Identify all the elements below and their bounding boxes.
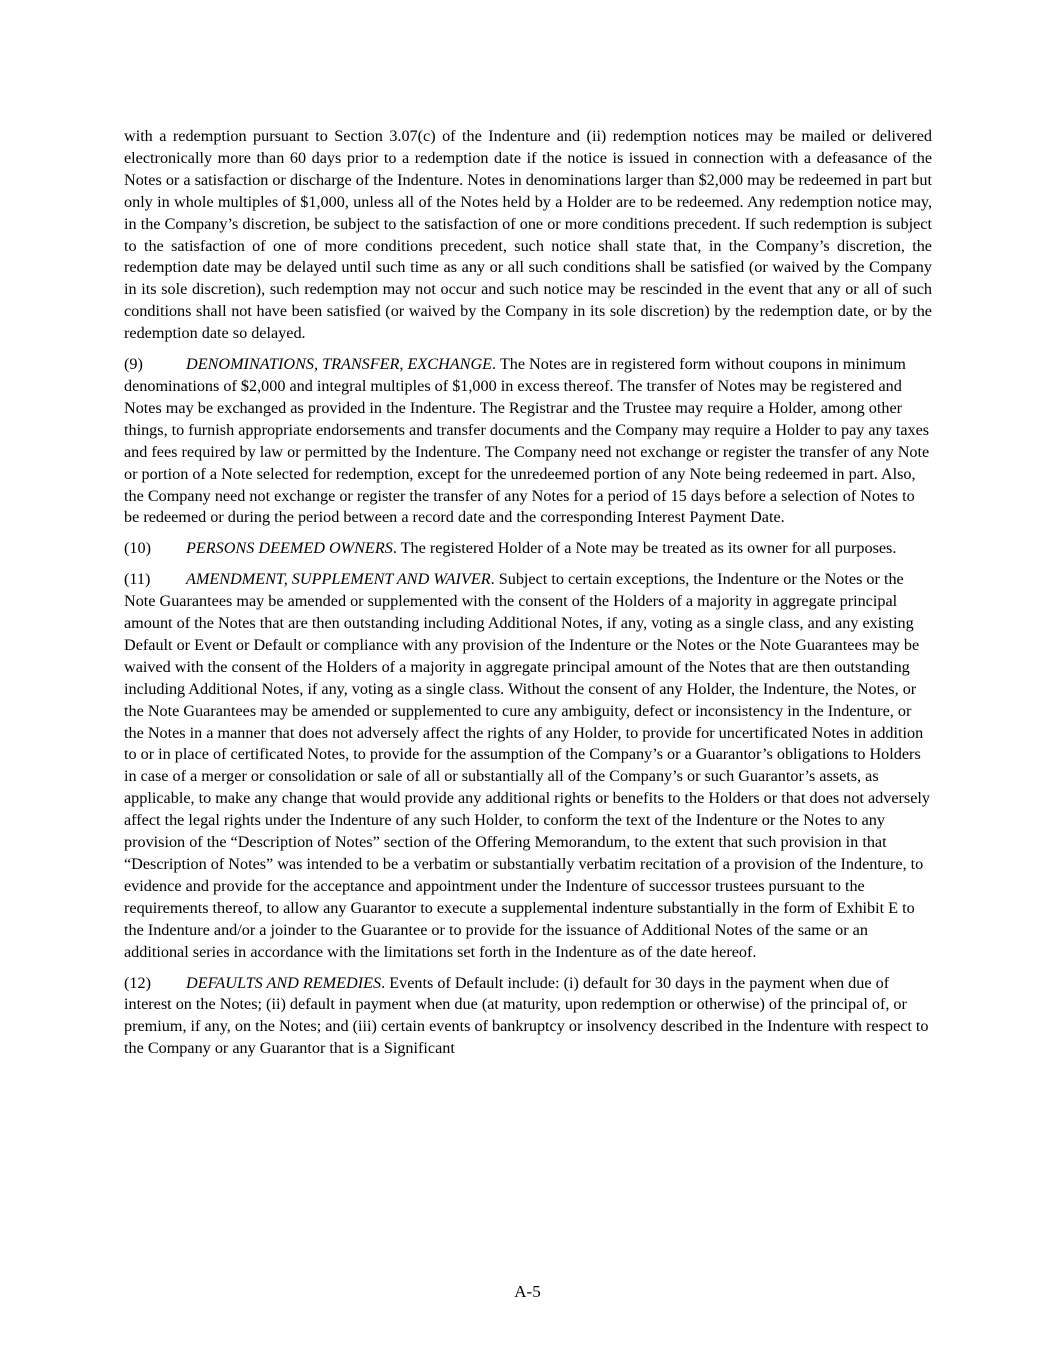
- paragraph-9: [124, 354, 932, 529]
- paragraph-12-title: DEFAULTS AND REMEDIES: [186, 973, 382, 992]
- paragraph-9-body: . The Notes are in registered form without coupons in minimum denominations of $2,000 and integral multiples of $1,000 in excess thereof. The transfer of Notes may be registered and Notes may be exchanged as provided in the Indenture. The Registrar and the Trustee may require a Holder, among other things, to furnish appropriate endorsements and transfer documents and the Company may require a Holder to pay any taxes and fees required by law or permitted by the Indenture. The Company need not exchange or register the transfer of any Note or portion of a Note selected for redemption, except for the unredeemed portion of any Note being redeemed in part. Also, the Company need not exchange or register the transfer of any Notes for a period of 15 days before a selection of Notes to be redeemed or during the period between a record date and the corresponding Interest Payment Date.: [124, 355, 930, 527]
- document-page: [124, 126, 932, 1069]
- paragraph-9-title: DENOMINATIONS, TRANSFER, EXCHANGE: [186, 355, 493, 374]
- paragraph-11-number: (11): [124, 570, 151, 589]
- page-number: A-5: [514, 1282, 541, 1301]
- paragraph-12: [124, 973, 932, 1061]
- paragraph-8-continuation: with a redemption pursuant to Section 3.07(c) of the Indenture and (ii) redemption notices may be mailed or delivered electronically more than 60 days prior to a redemption date if the notice is issued in connection with a defeasance of the Notes or a satisfaction or discharge of the Indenture. Notes in denominations larger than $2,000 may be redeemed in part but only in whole multiples of $1,000, unless all of the Notes held by a Holder are to be redeemed. Any redemption notice may, in the Company’s discretion, be subject to the satisfaction of one or more conditions precedent. If such redemption is subject to the satisfaction of one of more conditions precedent, such notice shall state that, in the Company’s discretion, the redemption date may be delayed until such time as any or all such conditions shall be satisfied (or waived by the Company in its sole discretion), such redemption may not occur and such notice may be rescinded in the event that any or all of such conditions shall not have been satisfied (or waived by the Company in its sole discretion) by the redemption date, or by the redemption date so delayed.: [124, 127, 932, 343]
- paragraph-10: [124, 538, 932, 560]
- paragraph-11-body: . Subject to certain exceptions, the Indenture or the Notes or the Note Guarantees may be amended or supplemented with the consent of the Holders of a majority in aggregate principal amount of the Notes that are then outstanding including Additional Notes, if any, voting as a single class, and any existing Default or Event or Default or compliance with any provision of the Indenture or the Notes or the Note Guarantees may be waived with the consent of the Holders of a majority in aggregate principal amount of the Notes that are then outstanding including Additional Notes, if any, voting as a single class. Without the consent of any Holder, the Indenture, the Notes, or the Note Guarantees may be amended or supplemented to cure any ambiguity, defect or inconsistency in the Indenture, or the Notes in a manner that does not adversely affect the rights of any Holder, to provide for uncertificated Notes in addition to or in place of certificated Notes, to provide for the assumption of the Company’s or a Guarantor’s obligations to Holders in case of a merger or consolidation or sale of all or substantially all of the Company’s or such Guarantor’s assets, as applicable, to make any change that would provide any additional rights or benefits to the Holders or that does not adversely affect the legal rights under the Indenture of any such Holder, to conform the text of the Indenture or the Notes to any provision of the “Description of Notes” section of the Offering Memorandum, to the extent that such provision in that “Description of Notes” was intended to be a verbatim or substantially verbatim recitation of a provision of the Indenture, to evidence and provide for the acceptance and appointment under the Indenture of successor trustees pursuant to the requirements thereof, to allow any Guarantor to execute a supplemental indenture substantially in the form of Exhibit E to the Indenture and/or a joinder to the Guarantee or to provide for the issuance of Additional Notes of the same or an additional series in accordance with the limitations set forth in the Indenture as of the date hereof.: [124, 570, 930, 961]
- paragraph-12-number: (12): [124, 973, 151, 992]
- paragraph-10-number: (10): [124, 539, 151, 558]
- paragraph-11: [124, 569, 932, 963]
- paragraph-10-title: PERSONS DEEMED OWNERS: [186, 539, 393, 558]
- paragraph-11-title: AMENDMENT, SUPPLEMENT AND WAIVER: [186, 570, 491, 589]
- paragraph-10-body: . The registered Holder of a Note may be treated as its owner for all purposes.: [392, 539, 897, 558]
- paragraph-9-number: (9): [124, 355, 143, 374]
- paragraph-12-body: . Events of Default include: (i) default for 30 days in the payment when due of interest on the Notes; (ii) default in payment when due (at maturity, upon redemption or otherwise) of the principal of, or premium, if any, on the Notes; and (iii) certain events of bankruptcy or insolvency described in the Indenture with respect to the Company or any Guarantor that is a Significant: [124, 973, 929, 1058]
